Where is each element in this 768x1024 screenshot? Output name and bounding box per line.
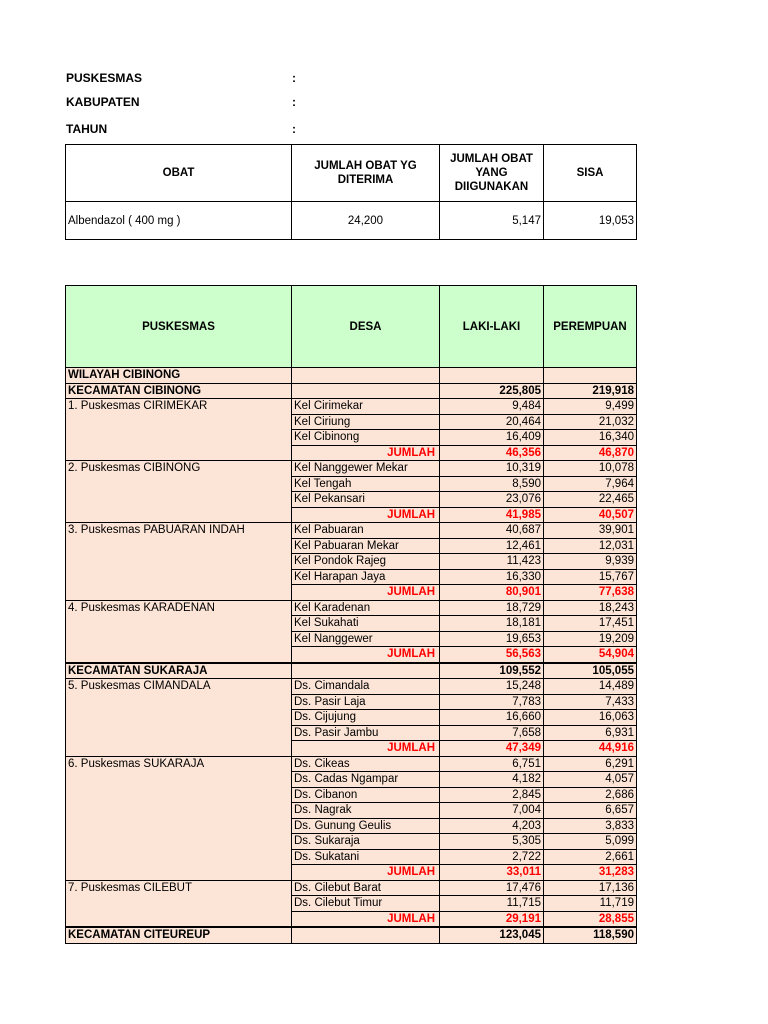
desa-name: Ds. Pasir Jambu	[292, 725, 440, 741]
desa-laki: 19,653	[440, 631, 544, 647]
kecamatan-laki: 123,045	[440, 927, 544, 943]
desa-row	[66, 600, 637, 616]
desa-laki: 7,658	[440, 725, 544, 741]
desa-perempuan: 17,451	[544, 616, 637, 632]
desa-name: Ds. Sukatani	[292, 849, 440, 865]
obat-row	[66, 202, 637, 240]
desa-laki: 15,248	[440, 679, 544, 695]
desa-laki: 7,004	[440, 803, 544, 819]
empty-cell	[292, 368, 440, 384]
desa-laki: 11,423	[440, 554, 544, 570]
kecamatan-row	[66, 383, 637, 399]
cell-sisa: 19,053	[544, 202, 637, 240]
desa-name: Ds. Cikeas	[292, 756, 440, 772]
desa-laki: 18,729	[440, 600, 544, 616]
header-laki: LAKI-LAKI	[440, 286, 544, 368]
jumlah-laki: 47,349	[440, 741, 544, 757]
desa-laki: 4,182	[440, 772, 544, 788]
jumlah-label: JUMLAH	[292, 507, 440, 523]
desa-laki: 10,319	[440, 461, 544, 477]
kecamatan-laki: 225,805	[440, 383, 544, 399]
desa-name: Kel Harapan Jaya	[292, 569, 440, 585]
meta-label: KABUPATEN	[66, 95, 140, 109]
desa-perempuan: 6,657	[544, 803, 637, 819]
desa-name: Ds. Cadas Ngampar	[292, 772, 440, 788]
jumlah-perempuan: 40,507	[544, 507, 637, 523]
kecamatan-row	[66, 927, 637, 943]
desa-perempuan: 16,063	[544, 710, 637, 726]
desa-row	[66, 880, 637, 896]
header-perempuan: PEREMPUAN	[544, 286, 637, 368]
desa-perempuan: 14,489	[544, 679, 637, 695]
jumlah-perempuan: 31,283	[544, 865, 637, 881]
desa-laki: 7,783	[440, 694, 544, 710]
desa-laki: 18,181	[440, 616, 544, 632]
desa-laki: 40,687	[440, 523, 544, 539]
desa-perempuan: 21,032	[544, 414, 637, 430]
desa-laki: 23,076	[440, 492, 544, 508]
puskesmas-name: 2. Puskesmas CIBINONG	[66, 461, 292, 523]
jumlah-perempuan: 77,638	[544, 585, 637, 601]
desa-perempuan: 6,931	[544, 725, 637, 741]
jumlah-perempuan: 46,870	[544, 445, 637, 461]
desa-row	[66, 679, 637, 695]
desa-name: Kel Ciriung	[292, 414, 440, 430]
desa-name: Ds. Cijujung	[292, 710, 440, 726]
desa-name: Kel Cirimekar	[292, 399, 440, 415]
header-puskesmas: PUSKESMAS	[66, 286, 292, 368]
obat-header-row	[66, 145, 637, 202]
wilayah-label: WILAYAH CIBINONG	[66, 368, 292, 384]
desa-laki: 2,722	[440, 849, 544, 865]
desa-laki: 4,203	[440, 818, 544, 834]
empty-cell	[292, 927, 440, 943]
puskesmas-name: 4. Puskesmas KARADENAN	[66, 600, 292, 663]
wilayah-row	[66, 368, 637, 384]
jumlah-label: JUMLAH	[292, 741, 440, 757]
meta-label: TAHUN	[66, 122, 108, 136]
meta-tahun	[66, 122, 296, 136]
empty-cell	[544, 368, 637, 384]
desa-perempuan: 10,078	[544, 461, 637, 477]
puskesmas-name: 6. Puskesmas SUKARAJA	[66, 756, 292, 880]
empty-cell	[292, 663, 440, 679]
meta-puskesmas	[66, 71, 296, 85]
desa-perempuan: 39,901	[544, 523, 637, 539]
kecamatan-name: KECAMATAN CITEUREUP	[66, 927, 292, 943]
desa-perempuan: 2,686	[544, 787, 637, 803]
desa-perempuan: 11,719	[544, 896, 637, 912]
desa-perempuan: 6,291	[544, 756, 637, 772]
desa-name: Kel Cibinong	[292, 430, 440, 446]
puskesmas-name: 7. Puskesmas CILEBUT	[66, 880, 292, 927]
desa-row	[66, 756, 637, 772]
desa-name: Kel Tengah	[292, 476, 440, 492]
desa-laki: 8,590	[440, 476, 544, 492]
desa-perempuan: 9,939	[544, 554, 637, 570]
kecamatan-name: KECAMATAN CIBINONG	[66, 383, 292, 399]
kecamatan-name: KECAMATAN SUKARAJA	[66, 663, 292, 679]
kecamatan-perempuan: 105,055	[544, 663, 637, 679]
meta-kabupaten	[66, 95, 296, 109]
desa-name: Kel Pabuaran	[292, 523, 440, 539]
desa-perempuan: 18,243	[544, 600, 637, 616]
cell-digunakan: 5,147	[440, 202, 544, 240]
desa-name: Ds. Cimandala	[292, 679, 440, 695]
desa-laki: 11,715	[440, 896, 544, 912]
desa-name: Kel Pondok Rajeg	[292, 554, 440, 570]
puskesmas-name: 5. Puskesmas CIMANDALA	[66, 679, 292, 757]
population-table	[65, 285, 637, 944]
desa-name: Ds. Gunung Geulis	[292, 818, 440, 834]
desa-perempuan: 2,661	[544, 849, 637, 865]
jumlah-laki: 29,191	[440, 911, 544, 927]
cell-obat: Albendazol ( 400 mg )	[66, 202, 292, 240]
meta-value: :	[292, 95, 296, 109]
jumlah-label: JUMLAH	[292, 445, 440, 461]
desa-name: Ds. Cilebut Barat	[292, 880, 440, 896]
desa-perempuan: 22,465	[544, 492, 637, 508]
desa-laki: 2,845	[440, 787, 544, 803]
desa-row	[66, 461, 637, 477]
desa-name: Ds. Sukaraja	[292, 834, 440, 850]
desa-perempuan: 15,767	[544, 569, 637, 585]
header-obat: OBAT	[66, 145, 292, 202]
desa-perempuan: 4,057	[544, 772, 637, 788]
desa-name: Ds. Cilebut Timur	[292, 896, 440, 912]
population-header-row	[66, 286, 637, 368]
desa-name: Kel Karadenan	[292, 600, 440, 616]
desa-laki: 12,461	[440, 538, 544, 554]
desa-laki: 20,464	[440, 414, 544, 430]
desa-perempuan: 12,031	[544, 538, 637, 554]
jumlah-laki: 80,901	[440, 585, 544, 601]
jumlah-perempuan: 54,904	[544, 647, 637, 663]
jumlah-label: JUMLAH	[292, 911, 440, 927]
desa-name: Ds. Nagrak	[292, 803, 440, 819]
desa-perempuan: 7,433	[544, 694, 637, 710]
jumlah-laki: 41,985	[440, 507, 544, 523]
desa-perempuan: 16,340	[544, 430, 637, 446]
desa-laki: 5,305	[440, 834, 544, 850]
kecamatan-perempuan: 219,918	[544, 383, 637, 399]
header-desa: DESA	[292, 286, 440, 368]
desa-perempuan: 19,209	[544, 631, 637, 647]
desa-laki: 16,660	[440, 710, 544, 726]
desa-laki: 16,330	[440, 569, 544, 585]
jumlah-laki: 46,356	[440, 445, 544, 461]
desa-laki: 16,409	[440, 430, 544, 446]
desa-name: Ds. Pasir Laja	[292, 694, 440, 710]
population-body	[66, 368, 637, 944]
desa-perempuan: 3,833	[544, 818, 637, 834]
header-sisa: SISA	[544, 145, 637, 202]
desa-perempuan: 9,499	[544, 399, 637, 415]
jumlah-label: JUMLAH	[292, 647, 440, 663]
desa-perempuan: 7,964	[544, 476, 637, 492]
desa-perempuan: 5,099	[544, 834, 637, 850]
puskesmas-name: 1. Puskesmas CIRIMEKAR	[66, 399, 292, 461]
kecamatan-perempuan: 118,590	[544, 927, 637, 943]
empty-cell	[440, 368, 544, 384]
header-diterima: JUMLAH OBAT YG DITERIMA	[292, 145, 440, 202]
jumlah-label: JUMLAH	[292, 865, 440, 881]
desa-name: Ds. Cibanon	[292, 787, 440, 803]
puskesmas-name: 3. Puskesmas PABUARAN INDAH	[66, 523, 292, 601]
obat-table	[65, 144, 637, 240]
desa-laki: 6,751	[440, 756, 544, 772]
jumlah-laki: 33,011	[440, 865, 544, 881]
desa-name: Kel Pabuaran Mekar	[292, 538, 440, 554]
desa-name: Kel Nanggewer	[292, 631, 440, 647]
jumlah-laki: 56,563	[440, 647, 544, 663]
kecamatan-laki: 109,552	[440, 663, 544, 679]
desa-row	[66, 523, 637, 539]
desa-perempuan: 17,136	[544, 880, 637, 896]
jumlah-label: JUMLAH	[292, 585, 440, 601]
header-digunakan: JUMLAH OBAT YANG DIIGUNAKAN	[440, 145, 544, 202]
desa-laki: 9,484	[440, 399, 544, 415]
empty-cell	[292, 383, 440, 399]
meta-label: PUSKESMAS	[66, 71, 143, 85]
desa-name: Kel Pekansari	[292, 492, 440, 508]
jumlah-perempuan: 44,916	[544, 741, 637, 757]
kecamatan-row	[66, 663, 637, 679]
desa-name: Kel Sukahati	[292, 616, 440, 632]
cell-diterima: 24,200	[292, 202, 440, 240]
jumlah-perempuan: 28,855	[544, 911, 637, 927]
desa-name: Kel Nanggewer Mekar	[292, 461, 440, 477]
meta-value: :	[292, 71, 296, 85]
desa-row	[66, 399, 637, 415]
desa-laki: 17,476	[440, 880, 544, 896]
meta-value: :	[292, 122, 296, 136]
